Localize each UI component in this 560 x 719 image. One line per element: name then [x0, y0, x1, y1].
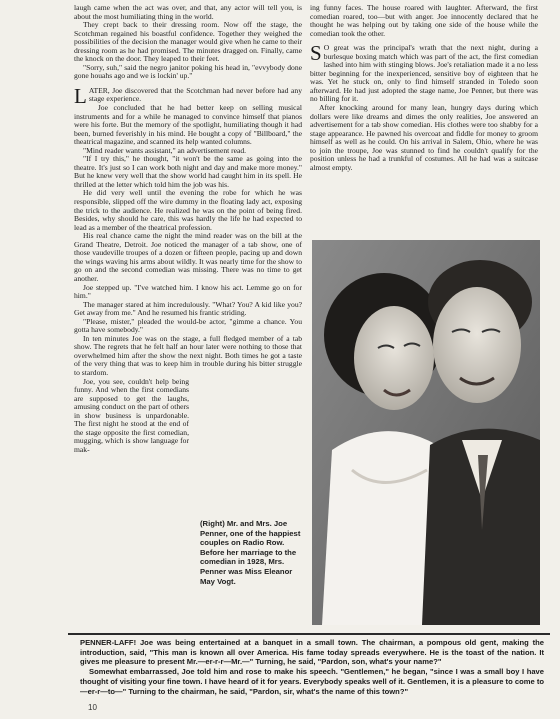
paragraph: In ten minutes Joe was on the stage, a full fledged member of a tab show. The regrets that he felt half an hour later were nothing to those that overwhelmed him after the show the next night. Both times he got a taste of the very thing that was to keep him in trouble during his bitter struggle to stardom.	[74, 333, 302, 377]
paragraph: "Sorry, suh," said the negro janitor poking his head in, "evvybody done gone houahs ago and we is lockin' up."	[74, 62, 302, 81]
paragraph: His real chance came the night the mind reader was on the bill at the Grand Theatre, Detroit. Joe noticed the manager of a tab show, one of those vaudeville troupes of a dozen or fifteen people, pacing up and down the wings waving his arms about wildly. It was nearly time for the show to go on and the second comedian was missing. There was no time to get another.	[74, 231, 302, 283]
photo-caption	[200, 519, 302, 586]
paragraph: He did very well until the evening the robe for which he was responsible, slipped off the wire dummy in the floating lady act, exposing the trick to the audience. He realized he was on the point of being fired. Besides, why should he care, this was hardly the life he had expected to lead as a member of the theatrical profession.	[74, 188, 302, 232]
paragraph: Joe concluded that he had better keep on selling musical instruments and for a while he managed to convince himself that pianos were his forte. But the memory of the spotlight, humiliating though it had been, burned feverishly in his mind. He bought a copy of "Billboard," the theatrical magazine, and scanned its help wanted columns.	[74, 103, 302, 147]
footer-paragraph: PENNER-LAFF! Joe was being entertained at a banquet in a small town. The chairman, a pompous old gent, making the introduction, said, "This man is known all over America. His fame today spreads everywhere. He is the toast of the nation. It gives me pleasure to present Mr.—er-r-r—Mr.—" Turning, he said, "Pardon, son, what's your name?"	[80, 638, 544, 667]
section-start	[74, 83, 302, 108]
paragraph: "If I try this," he thought, "it won't be the same as going into the theatre. It's just so I can work both night and day and make more money." But he knew very well that the show world had caught him in its spell. He thrilled at the letter which told him the job was his.	[74, 154, 302, 189]
section-lead: ATER, Joe discovered that the Scotchman had never before had any stage experience.	[88, 85, 302, 104]
left-column	[74, 4, 302, 454]
right-column	[310, 4, 538, 172]
photo-illustration	[312, 240, 540, 625]
paragraph: "Please, mister," pleaded the would-be actor, "gimme a chance. You gotta have somebody."	[74, 316, 302, 335]
couple-photograph	[312, 240, 540, 625]
page-number: 10	[88, 703, 97, 712]
paragraph: "Mind reader wants assistant," an advertisement read.	[83, 145, 247, 155]
paragraph: After knocking around for many lean, hungry days during which dollars were like dreams and dimes the only realities, Joe answered an advertisement for a tab show comedian. His clothes were too shabby for a stage appearance. He pawned his overcoat and fiddle for money to groom himself as well as he could. On his arrival in Salem, Ohio, where he was to join the troupe, Joe was stunned to find he couldn't qualify for the position unless he had a trunkful of costumes. All he had was a suitcase almost empty.	[310, 103, 538, 172]
paragraph-narrow: Joe, you see, couldn't help being funny. And when the first comedians are supposed to get the laughs, amusing conduct on the part of others in show business is unpardonable. The first night he stood at the end of the stage opposite the first comedian, mugging, which is show language for mak-	[74, 376, 189, 454]
section-start	[310, 41, 538, 104]
paragraph: ing funny faces. The house roared with laughter. Afterward, the first comedian roared, too—but with anger. Joe innocently declared that he thought he was helping out by taking one side of the house while the comedian took the other.	[310, 3, 538, 38]
footer-anecdote	[80, 638, 544, 696]
drop-cap: L	[74, 83, 87, 108]
footer-paragraph: Somewhat embarrassed, Joe told him and rose to make his speech. "Gentlemen," he began, "since I was a small boy I have thought of visiting your fine town. I have heard of it for years. Everybody speaks well of it. Gentlemen, it is a pleasure to come to—er-r—to—" Turning to the chairman, he said, "Pardon, sir, what's the name of this town?"	[80, 667, 544, 696]
paragraph: They crept back to their dressing room. Now off the stage, the Scotchman regained his boastful confidence. Together they weighed the possibilities of the decision the manager would give when he came to their dressing room as he had promised. The minutes dragged on. Finally, came the knock on the door. They leaped to their feet.	[74, 20, 302, 64]
paragraph: laugh came when the act was over, and that, any actor will tell you, is about the most humiliating thing in the world.	[74, 3, 302, 21]
footer-divider	[68, 633, 550, 635]
section-lead: O great was the principal's wrath that the next night, during a burlesque boxing match which was part of the act, the first comedian lashed into him with stinging blows. Joe's retaliation made it a no less bitter beginning for the inexperienced, sensitive boy of eighteen that he was. Yet he stuck on, only to find himself stranded in Toledo soon afterward. He had just adopted the stage name, Joe Penner, but there was no billing for it.	[310, 43, 538, 104]
drop-cap: S	[310, 41, 322, 66]
caption-text: (Right) Mr. and Mrs. Joe Penner, one of the happiest couples on Radio Row. Before her marriage to the comedian in 1928, Mrs. Penner was Miss Eleanor May Vogt.	[200, 519, 301, 586]
paragraph: The manager stared at him incredulously. "What? You? A kid like you? Get away from me." And he resumed his frantic striding.	[74, 299, 302, 318]
paragraph: Joe stepped up. "I've watched him. I know his act. Lemme go on for him."	[74, 282, 302, 301]
